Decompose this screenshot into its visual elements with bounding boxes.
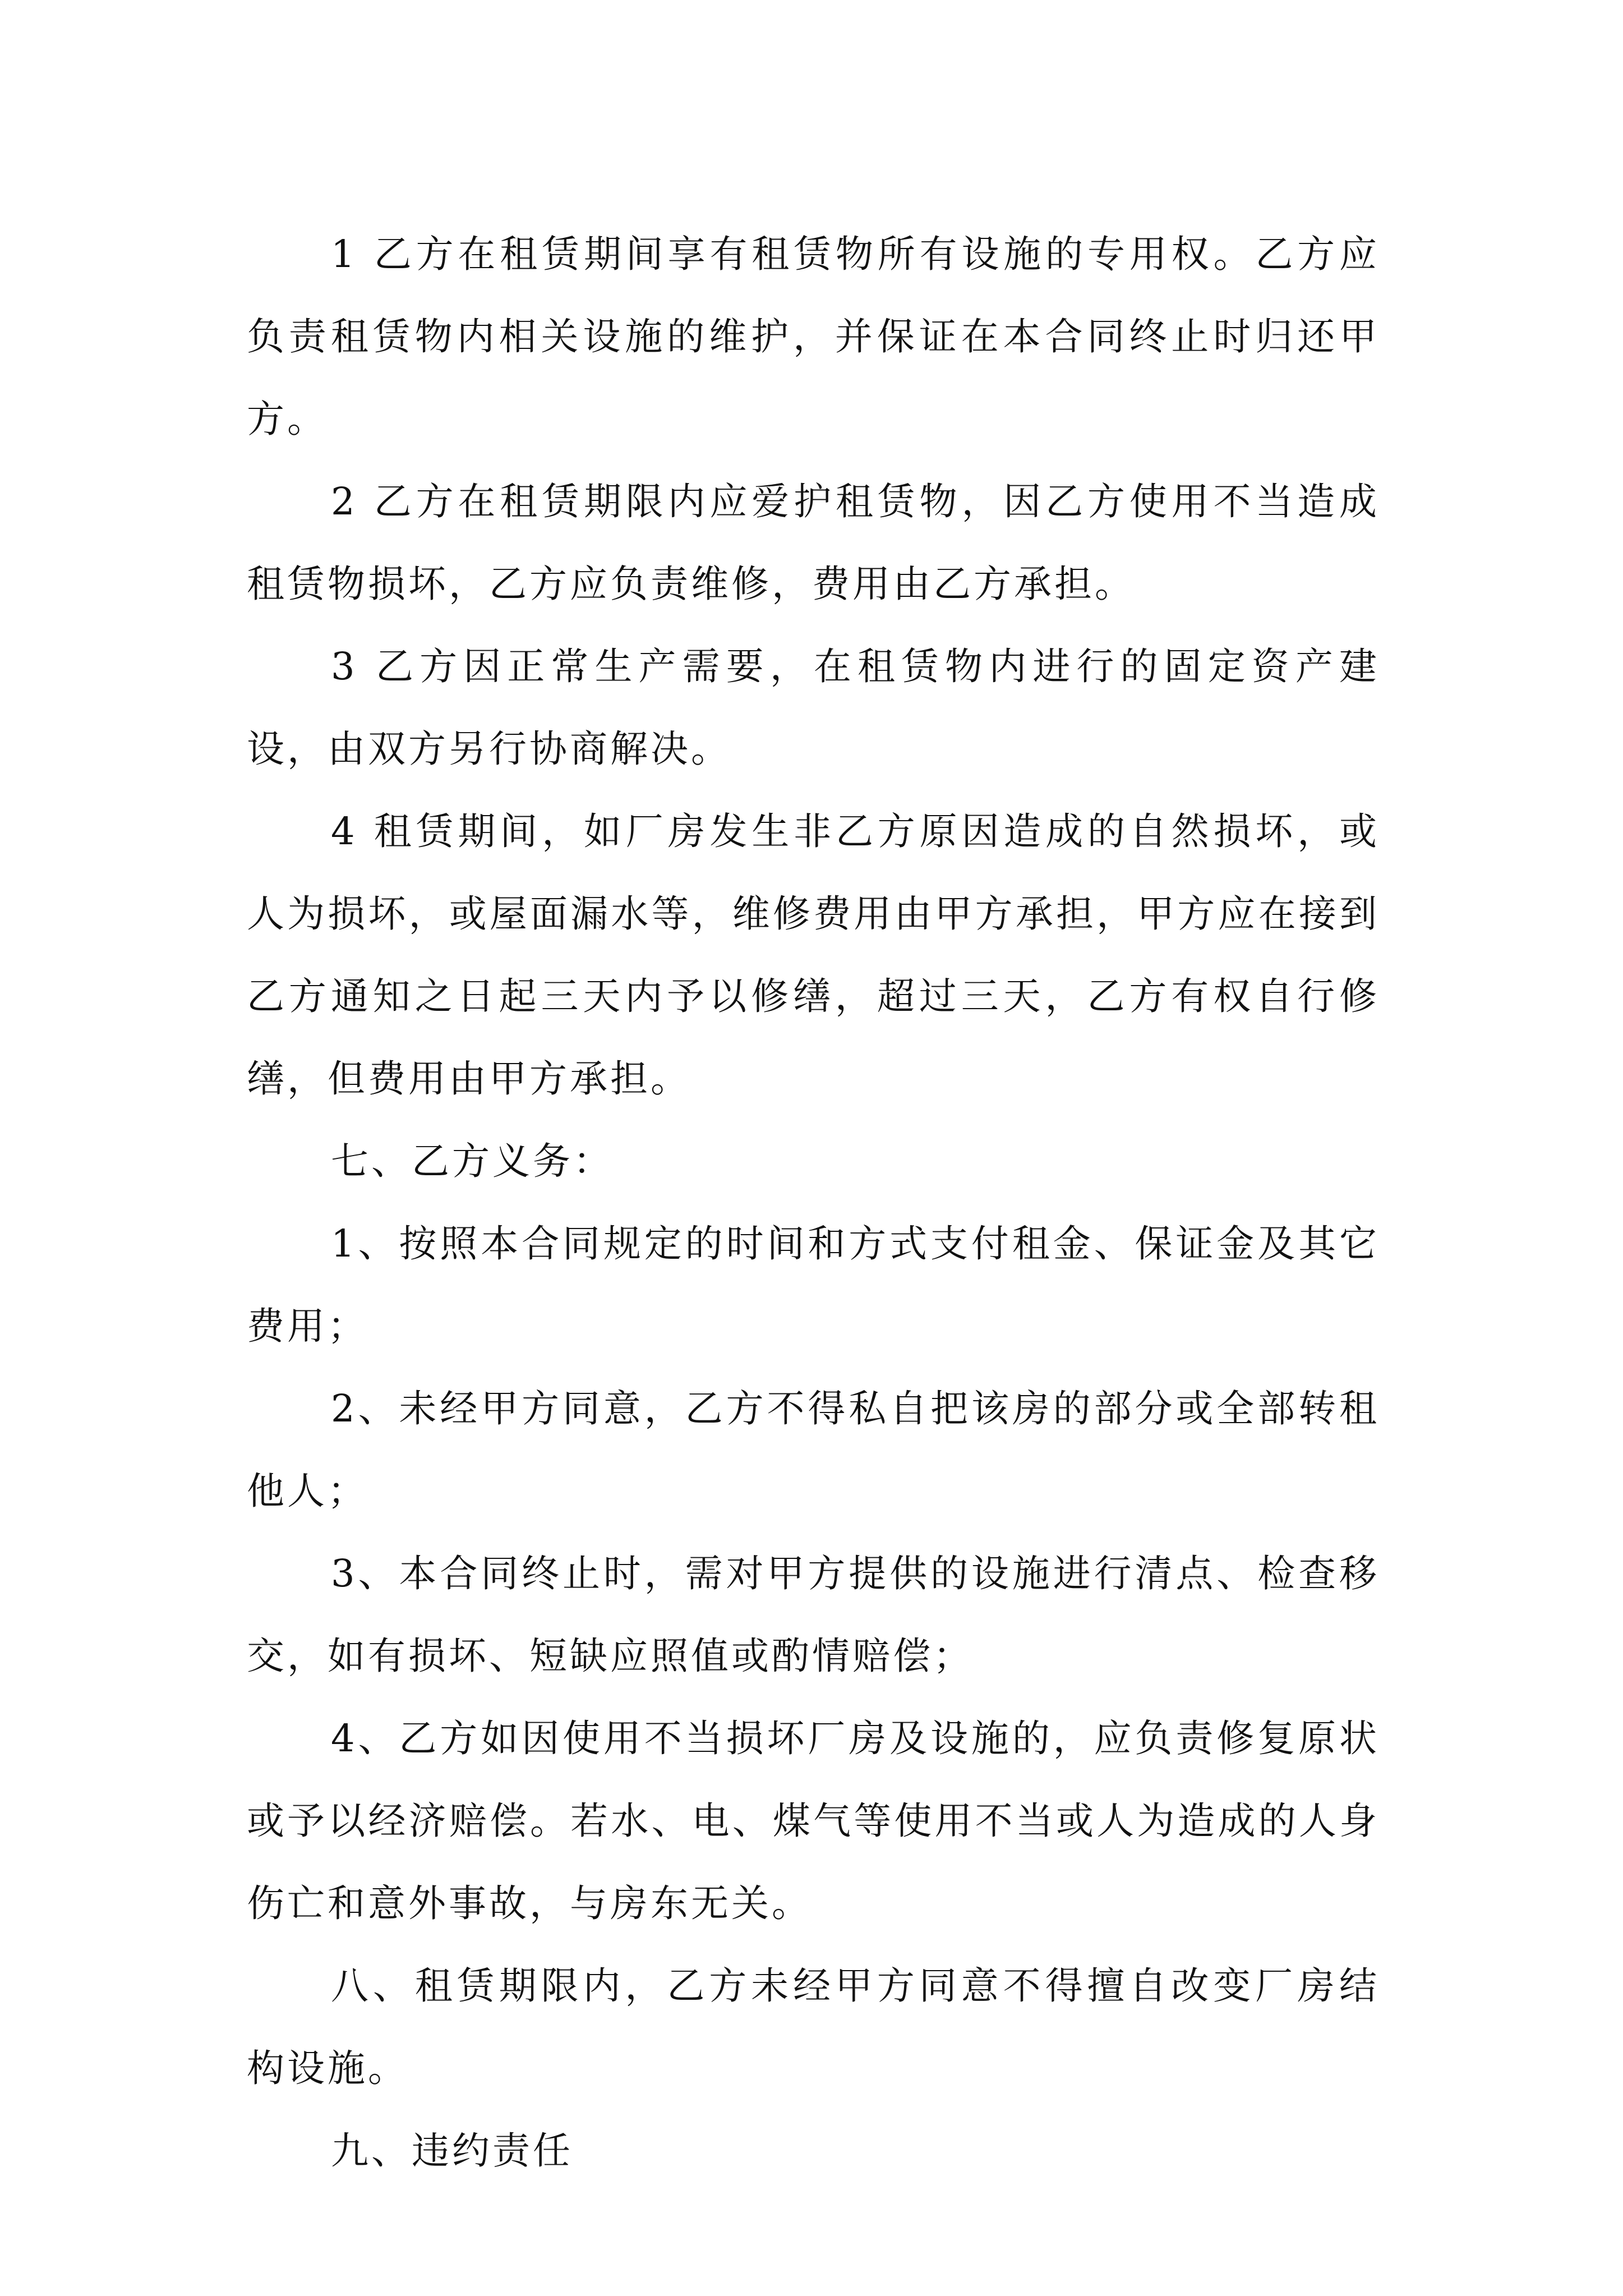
paragraph-clause-7-1: 1、按照本合同规定的时间和方式支付租金、保证金及其它费用； [247, 1222, 1380, 1348]
paragraph-clause-7-3: 3、本合同终止时，需对甲方提供的设施进行清点、检查移交，如有损坏、短缺应照值或酌情赔偿； [247, 1552, 1380, 1678]
document-body [247, 213, 1380, 2192]
section-heading-7: 七、乙方义务： [331, 1139, 614, 1183]
section-heading-9: 九、违约责任 [331, 2129, 573, 2173]
section-8-paragraph: 八、租赁期限内，乙方未经甲方同意不得擅自改变厂房结构设施。 [247, 1964, 1380, 2090]
paragraph-clause-6-2: 2 乙方在租赁期限内应爱护租赁物，因乙方使用不当造成租赁物损坏，乙方应负责维修，费用由乙方承担。 [247, 480, 1380, 606]
paragraph-clause-7-4: 4、乙方如因使用不当损坏厂房及设施的，应负责修复原状或予以经济赔偿。若水、电、煤气等使用不当或人为造成的人身伤亡和意外事故，与房东无关。 [247, 1717, 1380, 1925]
paragraph-clause-6-3: 3 乙方因正常生产需要，在租赁物内进行的固定资产建设，由双方另行协商解决。 [247, 645, 1380, 771]
paragraph-clause-6-4: 4 租赁期间，如厂房发生非乙方原因造成的自然损坏，或人为损坏，或屋面漏水等，维修费用由甲方承担，甲方应在接到乙方通知之日起三天内予以修缮，超过三天，乙方有权自行修缮，但费用由甲方承担。 [247, 809, 1380, 1101]
paragraph-clause-6-1: 1 乙方在租赁期间享有租赁物所有设施的专用权。乙方应负责租赁物内相关设施的维护，并保证在本合同终止时归还甲方。 [247, 232, 1380, 441]
paragraph-clause-7-2: 2、未经甲方同意，乙方不得私自把该房的部分或全部转租他人； [247, 1387, 1380, 1513]
